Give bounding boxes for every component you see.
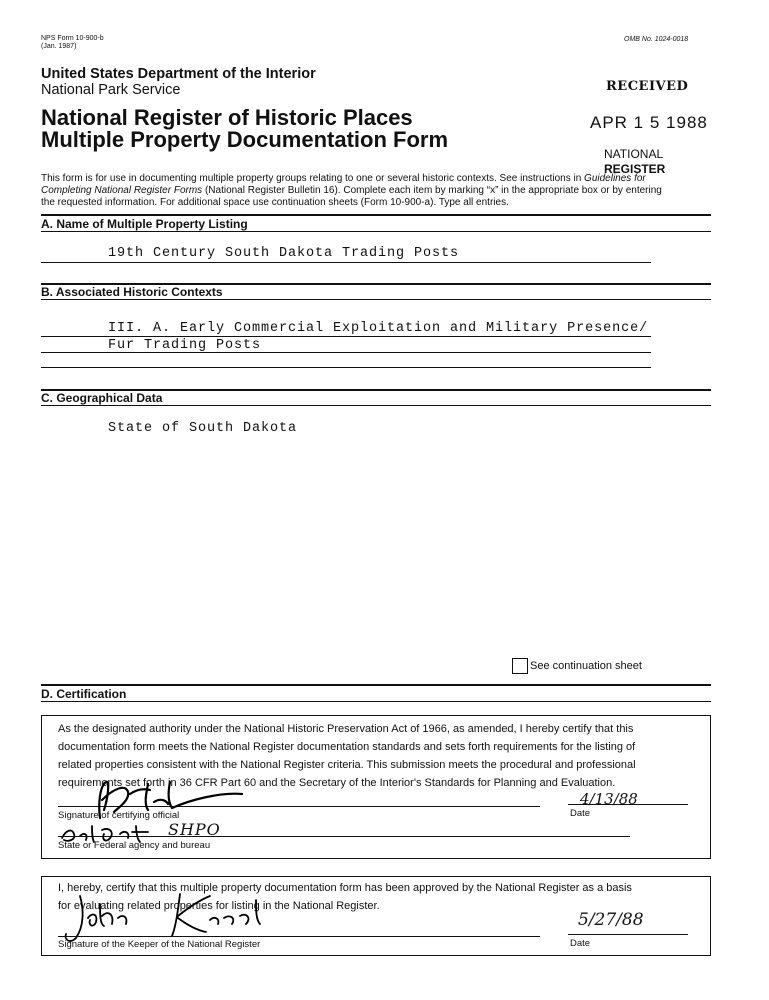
form-number: NPS Form 10-900-b <box>41 35 104 42</box>
continuation-sheet-label: See continuation sheet <box>530 660 642 672</box>
agency-line <box>58 836 630 837</box>
date-label: Date <box>570 808 591 819</box>
section-d-top-rule <box>41 684 711 686</box>
form-date: (Jan. 1987) <box>41 43 77 50</box>
section-b-entry-line2 <box>41 352 651 353</box>
section-d-heading: D. Certification <box>41 687 127 701</box>
keeper-date-line <box>568 934 688 935</box>
omb-number: OMB No. 1024-0018 <box>624 36 689 43</box>
keeper-label: Signature of the Keeper of the National Register <box>58 939 261 950</box>
section-c-heading-rule <box>41 405 711 406</box>
property-listing-name: 19th Century South Dakota Trading Posts <box>108 246 460 261</box>
form-title-line1: National Register of Historic Places <box>41 105 413 130</box>
section-a-heading-rule <box>41 231 711 232</box>
keeper-signature-line <box>58 936 540 937</box>
section-b-entry-line1 <box>41 336 651 337</box>
section-b-heading: B. Associated Historic Contexts <box>41 285 223 299</box>
section-a-heading: A. Name of Multiple Property Listing <box>41 217 248 231</box>
agency-label: State or Federal agency and bureau <box>58 840 211 851</box>
stamp-register: REGISTER <box>604 162 666 176</box>
keeper-date-label: Date <box>570 938 591 949</box>
service-name: National Park Service <box>41 82 181 98</box>
signature-label: Signature of certifying official <box>58 810 180 821</box>
keeper-date: 5/27/88 <box>578 910 644 930</box>
section-d-heading-rule <box>41 701 711 702</box>
section-c-heading: C. Geographical Data <box>41 391 163 405</box>
stamp-national: NATIONAL <box>604 147 664 161</box>
form-title-line2: Multiple Property Documentation Form <box>41 127 449 152</box>
agency-value: SHPO <box>168 820 221 839</box>
certification-date: 4/13/88 <box>580 790 638 808</box>
section-b-heading-rule <box>41 299 711 300</box>
received-stamp: RECEIVED <box>606 79 689 94</box>
stamp-date: APR 1 5 1988 <box>590 113 708 132</box>
historic-context-line2: Fur Trading Posts <box>108 338 262 353</box>
section-a-entry-line <box>41 262 651 263</box>
geographical-data-value: State of South Dakota <box>108 421 298 436</box>
historic-context-line1: III. A. Early Commercial Exploitation and Military Presence/ <box>108 321 649 336</box>
section-b-entry-line3 <box>41 367 651 368</box>
continuation-sheet-checkbox[interactable] <box>512 658 528 674</box>
section-a-top-rule <box>41 214 711 216</box>
intro-paragraph: This form is for use in documenting multiple property groups relating to one or several historic contexts. See instructions in Guidelines for Completing National Register Forms (National Register Bulletin 16). Complete each item by marking “x” in the appropriate box or by entering the requested information. For additional space use continuation sheets (Form 10-900-a). Type all entries. <box>41 173 662 208</box>
certification-statement: As the designated authority under the National Historic Preservation Act of 1966, as amended, I hereby certify that this documentation form meets the National Register documentation standards and sets forth requirements for the listing of related properties consistent with the National Register criteria. This submission meets the procedural and professional requirements set forth in 36 CFR Part 60 and the Secretary of the Interior's Standards for Planning and Evaluation. <box>58 723 636 789</box>
department-name: United States Department of the Interior <box>41 66 316 82</box>
approval-statement: I, hereby, certify that this multiple property documentation form has been approved by the National Register as a basis for evaluating related properties for listing in the National Register. <box>58 882 632 912</box>
